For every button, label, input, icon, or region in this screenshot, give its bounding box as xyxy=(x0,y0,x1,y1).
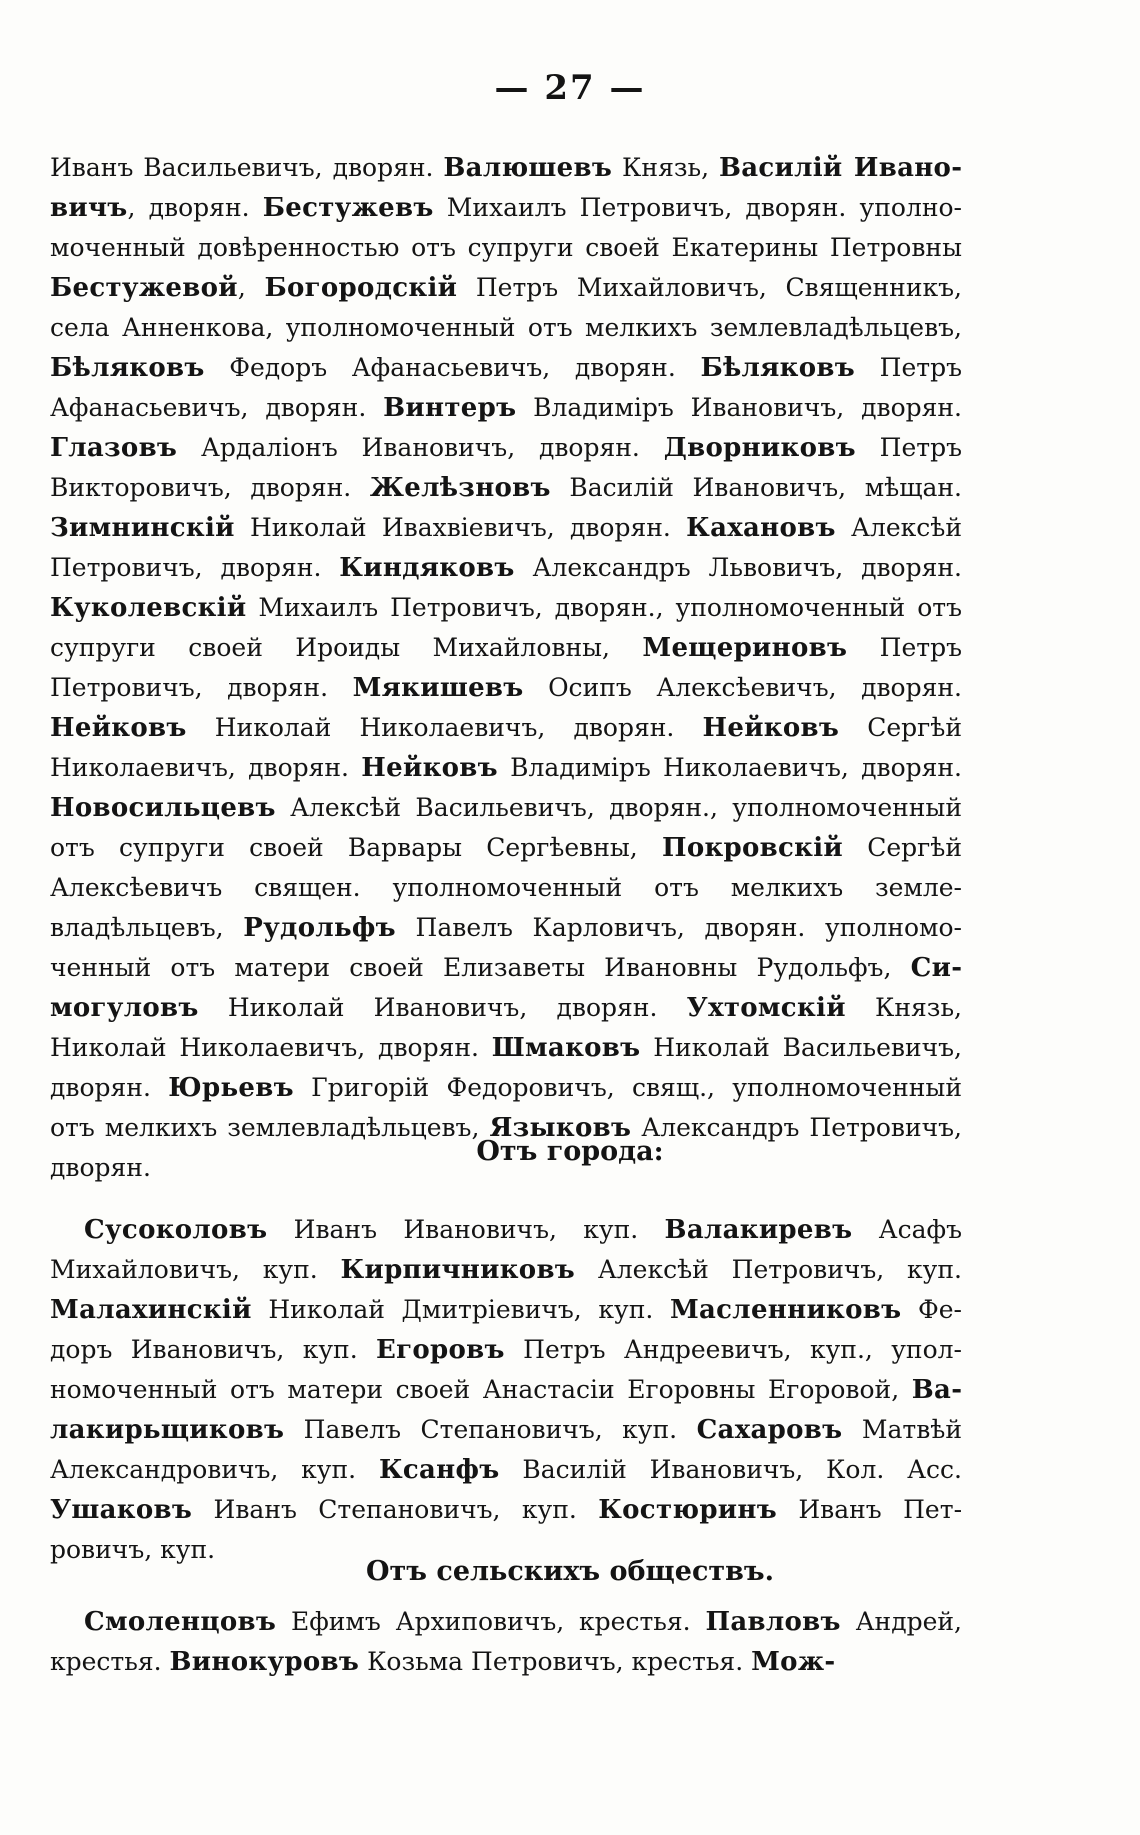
entry-text: Асафъ Михайловичъ, куп. xyxy=(50,1215,962,1284)
person-surname: Винокуровъ xyxy=(169,1647,360,1677)
person-surname: Нейковъ xyxy=(50,713,187,743)
entry-text: Андрей, крестья. xyxy=(50,1607,963,1676)
person-surname: Малахинскій xyxy=(50,1295,252,1325)
person-surname: Винтеръ xyxy=(383,393,517,423)
person-surname: Сахаровъ xyxy=(696,1415,843,1445)
person-surname: Бѣляковъ xyxy=(50,353,205,383)
entry-text: Петръ Викторовичъ, дворян. xyxy=(50,433,962,502)
entry-text: Петръ Андреевичъ, куп., уполномоченный отъ матери своей Анастасіи Егоровны Егоровой, xyxy=(50,1335,962,1404)
page-number: — 27 — xyxy=(494,68,646,108)
entry-text: Ефимъ Архиповичъ, крестья. xyxy=(276,1607,706,1636)
person-surname: Ксанфъ xyxy=(378,1455,500,1485)
person-surname: Егоровъ xyxy=(376,1335,505,1365)
entry-text: Петръ Афанасьевичъ, дворян. xyxy=(50,353,962,422)
entry-text: Козьма Петровичъ, крестья. xyxy=(359,1647,752,1676)
entry-text: Владиміръ Ивановичъ, дворян. xyxy=(516,393,962,422)
person-surname: Языковъ xyxy=(489,1113,632,1143)
section-heading-rural: Отъ сельскихъ обществъ. xyxy=(366,1556,774,1587)
person-surname: Василій Ивановичъ xyxy=(50,153,962,223)
entry-text: Василій Ивановичъ, Кол. Асс. xyxy=(499,1455,962,1484)
person-surname: Масленниковъ xyxy=(669,1295,902,1325)
entry-text: Алексѣй Петровичъ, куп. xyxy=(575,1255,962,1284)
person-surname: Нейковъ xyxy=(702,713,840,743)
person-surname: Бестужевъ xyxy=(262,193,434,223)
entry-text: Алексѣй Петровичъ, дворян. xyxy=(50,513,962,582)
entry-text: Петръ Петровичъ, дворян. xyxy=(50,633,962,702)
entry-text: Григорій Федоровичъ, свящ., уполномоченный отъ мелкихъ землевладѣльцевъ, xyxy=(50,1073,962,1142)
person-surname: Шмаковъ xyxy=(491,1033,641,1063)
entry-text: Александръ Львовичъ, дворян. xyxy=(514,553,962,582)
entry-text: Князь, Николай Николаевичъ, дворян. xyxy=(50,993,962,1062)
entry-text: Ардаліонъ Ивановичъ, дворян. xyxy=(177,433,664,462)
list-city-representatives xyxy=(50,1210,962,1570)
entry-text: Алексѣй Васильевичъ, дворян., уполномоченный отъ супруги своей Варвары Сергѣевны, xyxy=(50,793,962,862)
person-surname: Дворниковъ xyxy=(663,433,856,463)
person-surname: Бестужевой xyxy=(50,273,238,303)
entry-text: Сергѣй Николаевичъ, дворян. xyxy=(50,713,963,782)
person-surname: Валакиревъ xyxy=(664,1215,853,1245)
person-surname: Новосильцевъ xyxy=(50,793,276,823)
section-heading-city: Отъ города: xyxy=(476,1136,664,1167)
person-surname: Сусоколовъ xyxy=(84,1215,268,1245)
person-surname: Покровскій xyxy=(661,833,844,863)
entry-text: Михаилъ Петровичъ, дворян. уполномоченный довѣренностью отъ супруги своей Екатерины Петровны xyxy=(50,193,962,262)
person-surname: Валакирьщиковъ xyxy=(50,1375,962,1445)
entry-text: Князь, xyxy=(612,153,719,182)
list-rural-representatives xyxy=(50,1602,962,1682)
entry-text: , xyxy=(237,273,265,302)
list-gentry-and-clergy xyxy=(50,148,962,1188)
person-surname: Смоленцовъ xyxy=(84,1607,277,1637)
entry-text: Николай Ивахвіевичъ, дворян. xyxy=(234,513,687,542)
person-surname: Симогуловъ xyxy=(50,953,962,1023)
entry-text: Михаилъ Петровичъ, дворян., уполномоченный отъ супруги своей Ироиды Михайловны, xyxy=(50,593,962,662)
person-surname: Ухтомскій xyxy=(686,993,846,1023)
person-surname: Киндяковъ xyxy=(339,553,515,583)
entry-text: Матвѣй Александровичъ, куп. xyxy=(50,1415,963,1484)
entry-text: Петръ Михайловичъ, Священникъ, села Анненкова, уполномоченный отъ мелкихъ землевладѣльцевъ, xyxy=(50,273,962,342)
person-surname: Мещериновъ xyxy=(642,633,848,663)
person-surname: Рудольфъ xyxy=(243,913,396,943)
person-surname: Богородскій xyxy=(264,273,458,303)
entry-text: Федоръ Ивановичъ, куп. xyxy=(50,1295,962,1364)
person-surname: Бѣляковъ xyxy=(700,353,856,383)
entry-text: Владиміръ Николаевичъ, дворян. xyxy=(497,753,963,782)
entry-text: Василій Ивановичъ, мѣщан. xyxy=(550,473,962,502)
entry-text: Иванъ Васильевичъ, дворян. xyxy=(50,153,444,182)
person-surname: Желѣзновъ xyxy=(369,473,551,503)
entry-text: Павелъ Карловичъ, дворян. уполномоченный отъ матери своей Елизаветы Ивановны Рудольфъ, xyxy=(50,913,962,982)
entry-text: Федоръ Афанасьевичъ, дворян. xyxy=(204,353,701,382)
person-surname: Костюринъ xyxy=(598,1495,777,1525)
entry-text: Павелъ Степановичъ, куп. xyxy=(284,1415,697,1444)
person-surname: Павловъ xyxy=(705,1607,841,1637)
person-surname: Юрьевъ xyxy=(168,1073,294,1103)
entry-text: Николай Васильевичъ, дворян. xyxy=(50,1033,962,1102)
person-surname: Кахановъ xyxy=(686,513,836,543)
entry-text: Николай Дмитріевичъ, куп. xyxy=(251,1295,670,1324)
entry-text: Николай Ивановичъ, дворян. xyxy=(198,993,687,1022)
entry-text: Осипъ Алексѣевичъ, дворян. xyxy=(523,673,962,702)
person-surname: Мож- xyxy=(751,1647,836,1677)
person-surname: Кирпичниковъ xyxy=(340,1255,576,1285)
entry-text: Николай Николаевичъ, дворян. xyxy=(186,713,703,742)
person-surname: Нейковъ xyxy=(361,753,498,783)
entry-text: , дворян. xyxy=(127,193,263,222)
entry-text: Александръ Петровичъ, дворян. xyxy=(50,1113,962,1182)
person-surname: Куколевскій xyxy=(50,593,247,623)
entry-text: Иванъ Петровичъ, куп. xyxy=(50,1495,963,1564)
person-surname: Ушаковъ xyxy=(50,1495,193,1525)
person-surname: Валюшевъ xyxy=(443,153,613,183)
entry-text: Иванъ Ивановичъ, куп. xyxy=(267,1215,665,1244)
entry-text: Иванъ Степановичъ, куп. xyxy=(192,1495,599,1524)
entry-text: Сергѣй Алексѣевичъ священ. уполномоченный отъ мелкихъ землевладѣльцевъ, xyxy=(50,833,963,942)
person-surname: Глазовъ xyxy=(50,433,178,463)
person-surname: Зимнинскій xyxy=(50,513,235,543)
person-surname: Мякишевъ xyxy=(352,673,524,703)
